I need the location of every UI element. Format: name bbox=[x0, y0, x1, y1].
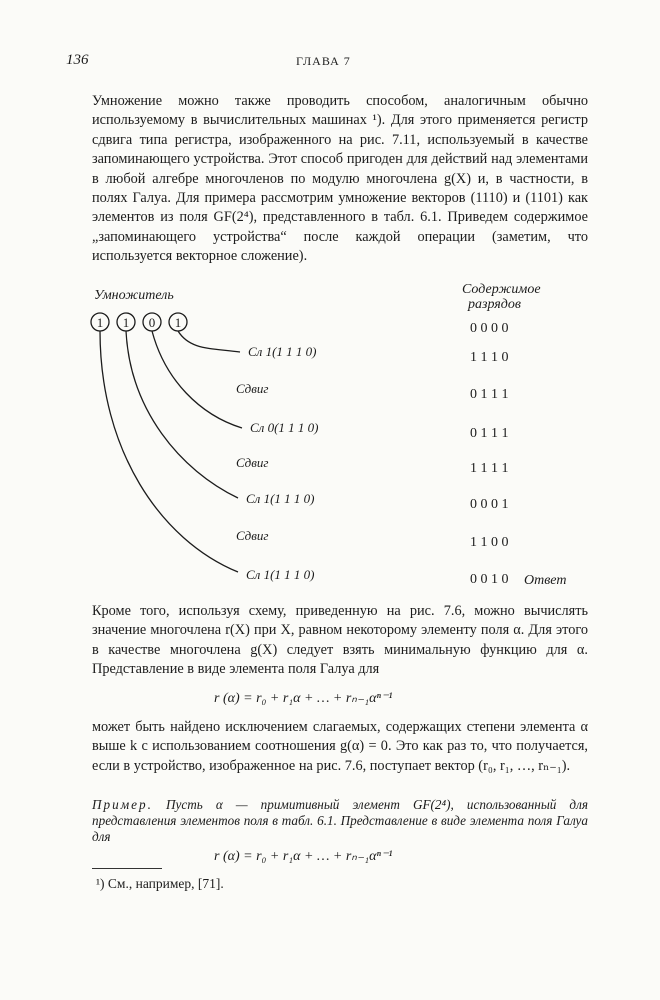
register-contents: 0 0 0 1 bbox=[470, 497, 509, 512]
multiplier-bit: 0 bbox=[148, 315, 156, 330]
multiplier-bit: 1 bbox=[174, 315, 182, 330]
paragraph-reduction: может быть найдено исключением слагаемых, содержащих степени элемента α выше k с использованием соотношения g(α) = 0. Это как раз то, что получается, если в устройство, изображенное на рис. 7.6, поступает вектор (r₀, r₁, …, rₙ₋₁). bbox=[92, 719, 588, 774]
multiplier-bit: 1 bbox=[122, 315, 130, 330]
register-contents: 0 1 1 1 bbox=[470, 426, 509, 441]
multiplier-label: Умножитель bbox=[94, 288, 174, 303]
operation-label: Сдвиг bbox=[236, 455, 269, 470]
page-number: 136 bbox=[66, 52, 89, 68]
operation-label: Сл 1(1 1 1 0) bbox=[246, 567, 315, 582]
paragraph-intro: Умножение можно также проводить способом, аналогичным обычно используемому в вычислительных машинах ¹). Для этого применяется регистр сдвига типа регистра, изображенного на рис. 7.11, используемый в качестве запоминающего устройства. Этот способ пригоден для действий над элементами в любой алгебре многочленов по модулю многочлена g(X) и, в частности, в полях Галуа. Для примера рассмотрим умножение векторов (1110) и (1101) как элементов из поля GF(2⁴), представленного в табл. 6.1. Приведем содержимое „запоминающего устройства“ после каждой операции (заметим, что используется векторное сложение). bbox=[92, 93, 588, 265]
answer-label: Ответ bbox=[524, 573, 567, 588]
paragraph-evaluation: Кроме того, используя схему, приведенную на рис. 7.6, можно вычислять значение многочлена r(X) при X, равном некоторому элементу поля α. Для этого в качестве многочлена g(X) следует взять минимальную функцию для α. Представление в виде элемента поля Галуа для bbox=[92, 603, 588, 678]
multiplier-bit: 1 bbox=[96, 315, 104, 330]
example-text: Пусть α — примитивный элемент GF(2⁴), использованный для представления элементов поля в табл. 6.1. Представление в виде элемента поля Галуа для bbox=[92, 797, 588, 844]
register-contents: 1 1 0 0 bbox=[470, 535, 509, 550]
paragraph-example bbox=[92, 797, 588, 845]
chapter-title: ГЛАВА 7 bbox=[296, 54, 351, 68]
footnote: ¹) См., например, [71]. bbox=[96, 876, 224, 891]
register-contents: 0 0 1 0 bbox=[470, 572, 509, 587]
register-contents: 0 0 0 0 bbox=[470, 321, 509, 336]
digits-header-1: Содержимое bbox=[462, 282, 541, 297]
connector-curves bbox=[100, 331, 242, 572]
formula-example: r (α) = r₀ + r₁α + … + rₙ₋₁αⁿ⁻¹ bbox=[214, 849, 393, 864]
register-contents: 1 1 1 1 bbox=[470, 461, 509, 476]
register-contents: 1 1 1 0 bbox=[470, 350, 509, 365]
formula-r-alpha: r (α) = r₀ + r₁α + … + rₙ₋₁αⁿ⁻¹ bbox=[214, 691, 393, 706]
operation-label: Сдвиг bbox=[236, 381, 269, 396]
operation-label: Сл 1(1 1 1 0) bbox=[246, 491, 315, 506]
operation-label: Сл 1(1 1 1 0) bbox=[248, 344, 317, 359]
operation-label: Сдвиг bbox=[236, 528, 269, 543]
multiplication-diagram bbox=[0, 270, 660, 590]
digits-header-2: разрядов bbox=[468, 297, 521, 312]
example-lead: Пример. bbox=[92, 797, 153, 812]
multiplier-bits bbox=[91, 313, 187, 331]
register-contents: 0 1 1 1 bbox=[470, 387, 509, 402]
footnote-divider bbox=[92, 868, 162, 869]
operation-label: Сл 0(1 1 1 0) bbox=[250, 420, 319, 435]
